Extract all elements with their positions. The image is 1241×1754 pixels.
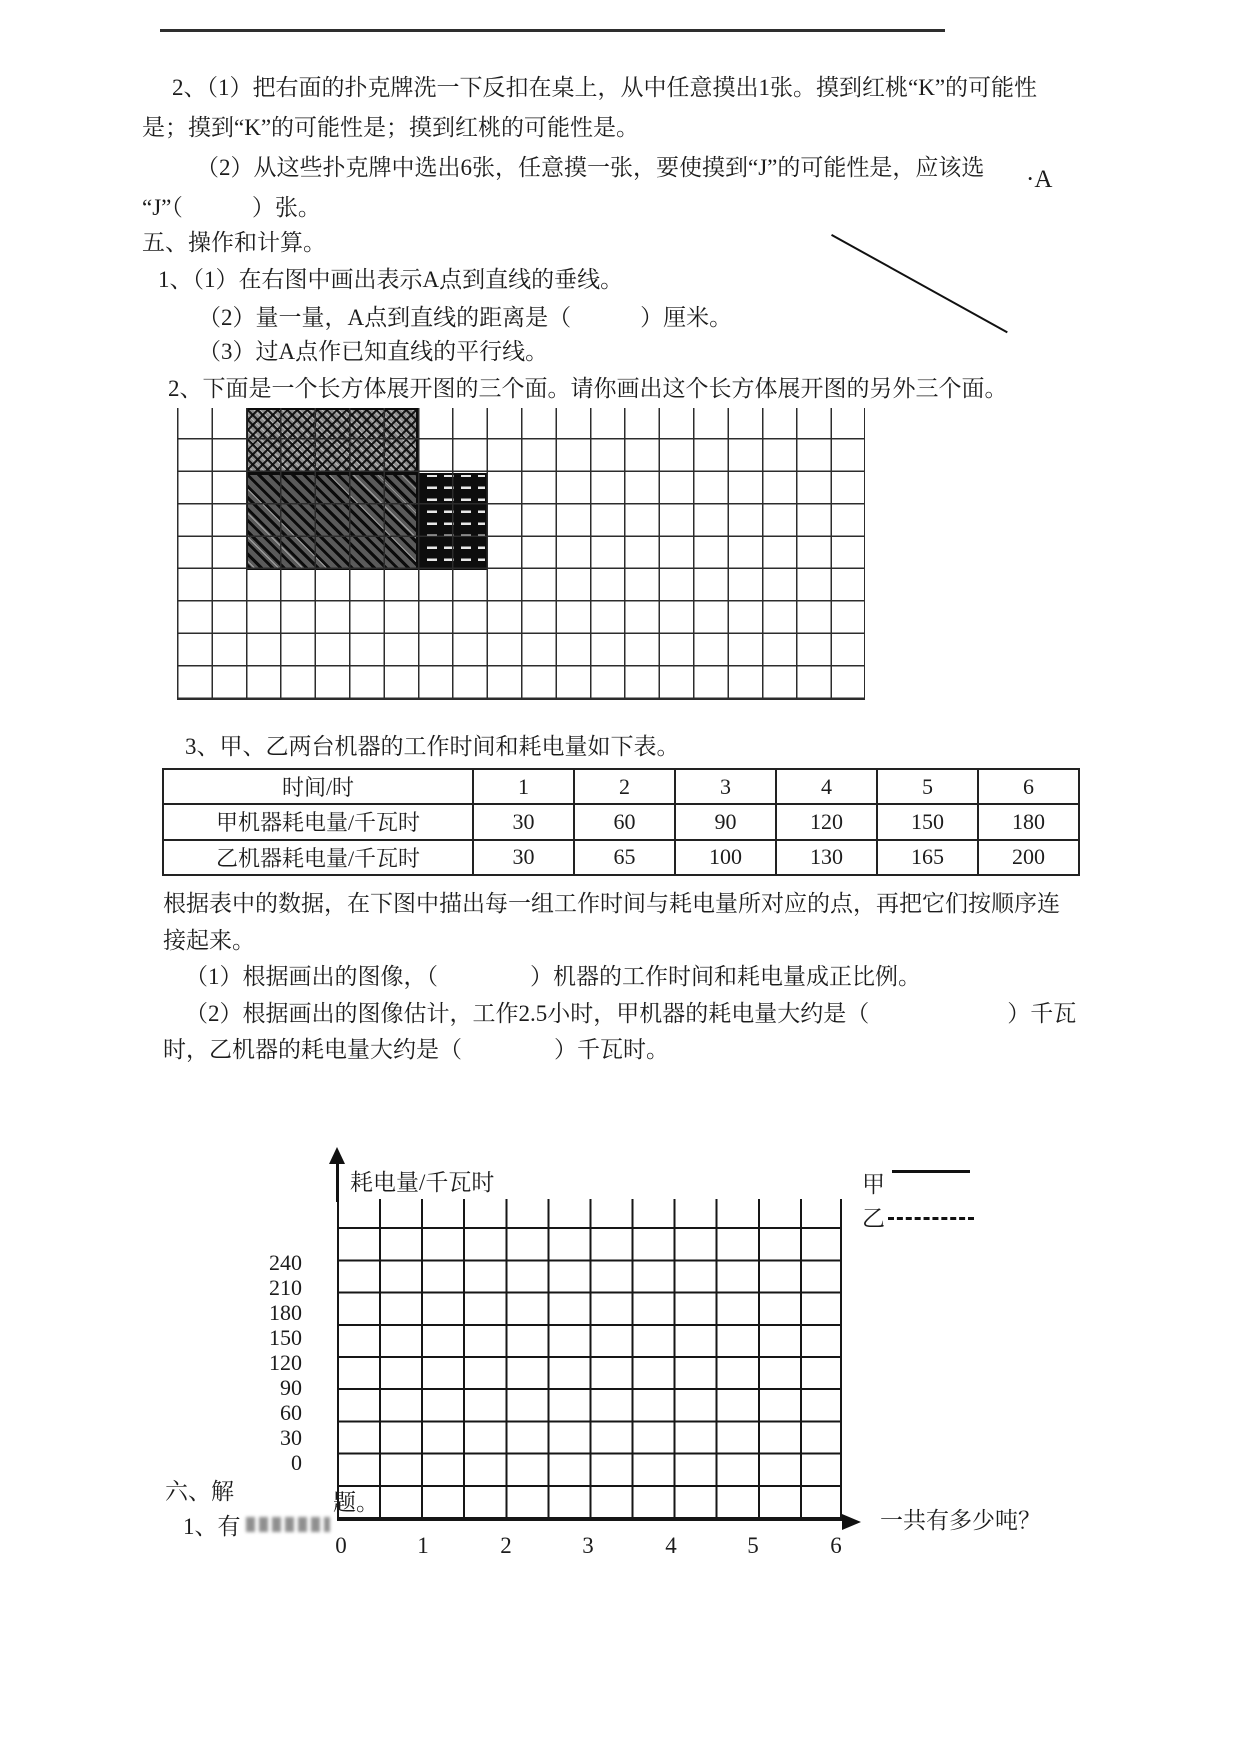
y-tick: 180 [269,1300,302,1325]
top-divider [160,29,945,32]
y-tick: 0 [291,1450,302,1475]
y-tick: 60 [280,1400,302,1425]
row-a-label: 甲机器耗电量/千瓦时 [163,804,473,839]
legend-series2-label: 乙 [862,1206,885,1231]
unfold-grid [177,408,865,700]
problem3-q1: （1）根据画出的图像，（ ）机器的工作时间和耗电量成正比例。 [185,964,921,989]
problem3-note1: 根据表中的数据，在下图中描出每一组工作时间与耗电量所对应的点，再把它们按顺序连 [163,891,1060,916]
x-tick: 3 [582,1533,594,1558]
problem2-line3: （2）从这些扑克牌中选出6张，任意摸一张，要使摸到“J”的可能性是，应该选 [196,155,985,180]
chart-plot-grid [337,1199,842,1521]
x-tick: 0 [335,1533,347,1558]
row-b-label: 乙机器耗电量/千瓦时 [163,840,473,875]
section6-title-right: 题。 [333,1490,379,1515]
y-tick: 30 [280,1425,302,1450]
chart-axis-label: 耗电量/千瓦时 [350,1170,495,1195]
y-tick: 90 [280,1375,302,1400]
table-row-machine-a: 甲机器耗电量/千瓦时 30 60 90 120 150 180 [163,804,1079,839]
unfold-grid-lines [177,408,865,700]
y-tick: 120 [269,1350,302,1375]
problem2-line2: 是；摸到“K”的可能性是；摸到红桃的可能性是。 [142,115,640,140]
x-tick: 1 [417,1533,429,1558]
legend-dashed-line-icon [888,1217,974,1220]
blurred-text-fragment [246,1517,330,1532]
x-axis-arrow-icon [842,1514,861,1530]
x-tick: 4 [665,1533,677,1558]
section6-item-prefix: 1、有 [183,1514,241,1539]
problem3-note2: 接起来。 [163,928,255,953]
section5-item1-2: （2）量一量，A点到直线的距离是（ ）厘米。 [198,305,733,330]
section6-title-left: 六、解 [165,1479,234,1504]
y-tick: 150 [269,1325,302,1350]
section5-item1-3: （3）过A点作已知直线的平行线。 [198,339,549,364]
problem3-q2a: （2）根据画出的图像估计，工作2.5小时，甲机器的耗电量大约是（ ）千瓦 [185,1001,1077,1026]
problem3-intro: 3、甲、乙两台机器的工作时间和耗电量如下表。 [185,734,680,759]
chart-y-ticks [238,1250,302,1475]
table-row-machine-b: 乙机器耗电量/千瓦时 30 65 100 130 165 200 [163,840,1079,875]
x-tick: 5 [747,1533,759,1558]
section5-item2: 2、下面是一个长方体展开图的三个面。请你画出这个长方体展开图的另外三个面。 [168,376,1008,401]
legend-solid-line-icon [892,1170,970,1173]
problem2-line4: “J”（ ）张。 [142,195,321,220]
x-tick: 6 [830,1533,842,1558]
y-axis-line [336,1162,339,1202]
problem3-q2b: 时，乙机器的耗电量大约是（ ）千瓦时。 [163,1037,669,1062]
problem2-line1: 2、（1）把右面的扑克牌洗一下反扣在桌上，从中任意摸出1张。摸到红桃“K”的可能性 [172,75,1038,100]
y-tick: 240 [269,1250,302,1275]
table-header-row: 时间/时 1 2 3 4 5 6 [163,769,1079,804]
y-tick: 210 [269,1275,302,1300]
section6-question-tail: 一共有多少吨？ [880,1508,1041,1533]
legend-series1-label: 甲 [862,1172,885,1197]
given-line-figure [831,234,1008,333]
section5-item1-1: 1、（1）在右图中画出表示A点到直线的垂线。 [158,267,624,292]
section5-title: 五、操作和计算。 [142,230,326,255]
x-tick: 2 [500,1533,512,1558]
point-a-label: ·A [1026,166,1053,193]
machine-data-table [162,768,1080,876]
header-time: 时间/时 [163,769,473,804]
